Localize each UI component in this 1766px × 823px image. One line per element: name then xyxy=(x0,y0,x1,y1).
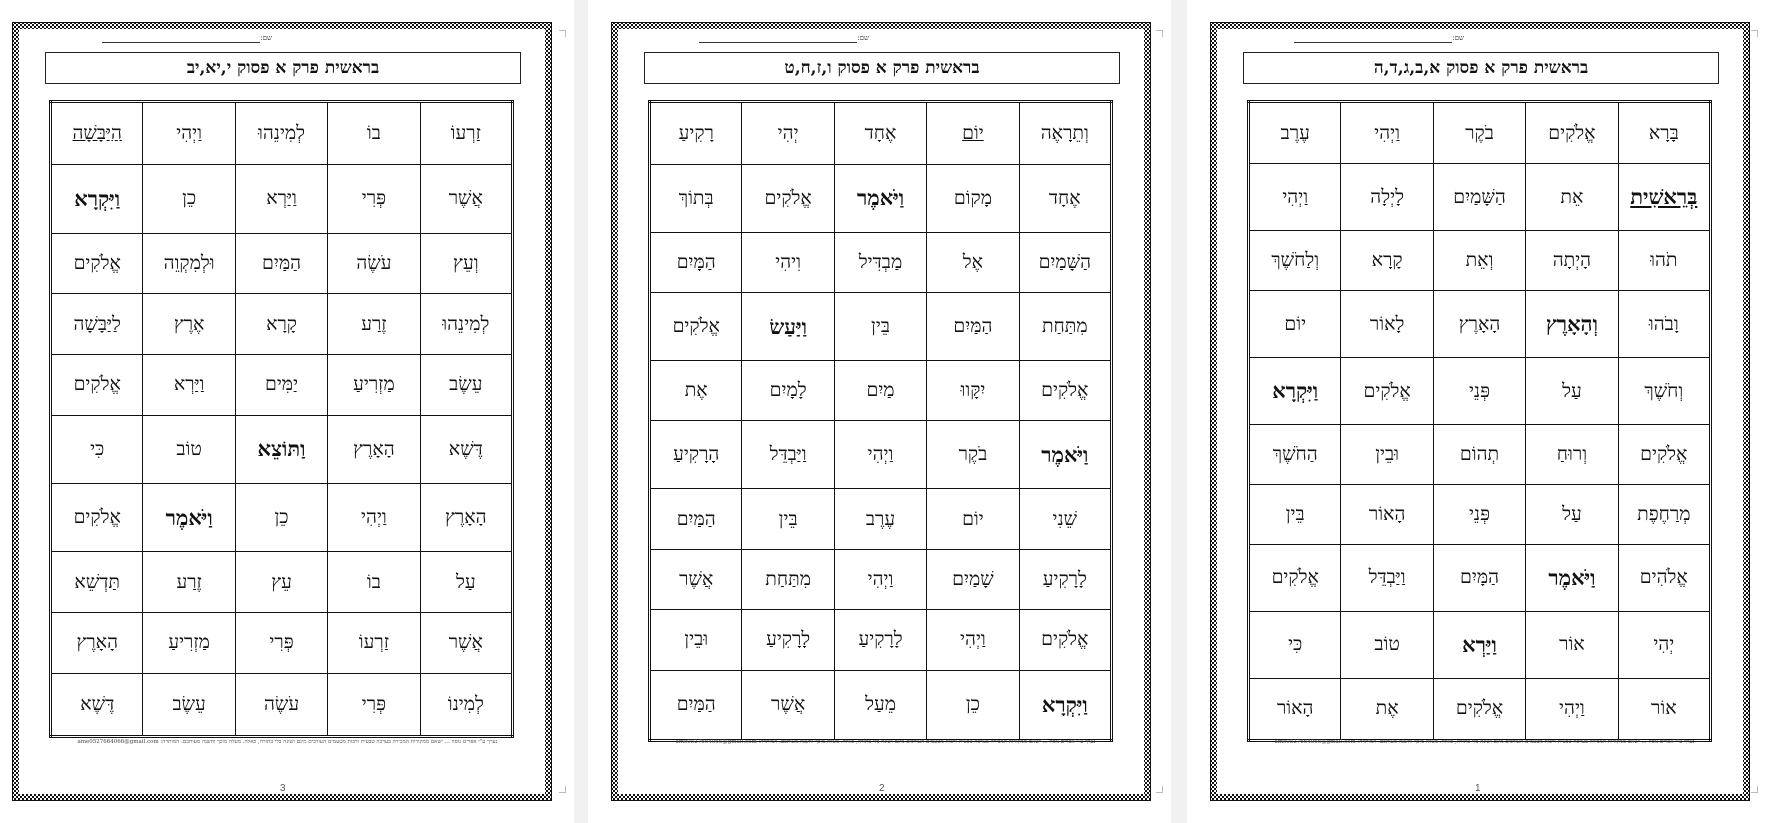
word-cell: אֱלֹקִים xyxy=(51,483,143,551)
word-cell: אֱלֹקִים xyxy=(1618,425,1710,485)
page-2 xyxy=(588,0,1171,823)
name-label: שם: xyxy=(1452,34,1464,42)
word-cell: מָקוֹם xyxy=(927,164,1019,232)
grid-row xyxy=(1249,425,1711,485)
word-cell: הָאוֹר xyxy=(1249,678,1341,740)
word-cell: וָבֹהוּ xyxy=(1618,290,1710,357)
word-cell: בֵּין xyxy=(1249,484,1341,544)
word-cell: הָאָרֶץ xyxy=(420,483,512,551)
word-cell: אֱלֹקִים xyxy=(1019,610,1111,670)
word-cell: בְּתוֹךְ xyxy=(650,164,742,232)
word-cell: דֶּשֶׁא xyxy=(51,673,143,736)
crop-mark xyxy=(1751,786,1758,793)
word-grid xyxy=(1247,100,1712,742)
word-cell: טוֹב xyxy=(143,415,235,483)
word-cell: אֶל xyxy=(927,232,1019,292)
word-cell: וְרוּחַ xyxy=(1526,425,1618,485)
word-cell: הַמָּיִם xyxy=(650,232,742,292)
grid-row xyxy=(650,361,1112,421)
word-grid xyxy=(49,100,514,738)
word-cell: מְרַחֶפֶת xyxy=(1618,484,1710,544)
word-cell: וַיְהִי xyxy=(1249,164,1341,231)
word-cell: וְלַחֹשֶׁךְ xyxy=(1249,231,1341,291)
worksheet-title: בראשית פרק א פסוק ו,ז,ח,ט xyxy=(644,52,1120,84)
word-cell: מַיִם xyxy=(834,361,926,421)
grid-row xyxy=(650,421,1112,489)
word-cell: בָּרָא xyxy=(1618,102,1710,164)
name-label: שם: xyxy=(857,34,869,42)
word-cell: אֱלֹקִים xyxy=(742,164,834,232)
footer-credit: נערך ע"י אפרים נוסה ... ישאם ממקורות המכירה בערכה טבעית ורבות מטעמים העורכים מינם ושונה בלי בתורה, כאלה. מעלה מוכך וחשנה מעותכם. המותרה: ame0527664066@gmail.com xyxy=(77,739,498,745)
word-cell: בֵּין xyxy=(742,489,834,549)
word-cell: הָרָקִיעַ xyxy=(650,421,742,489)
grid-row xyxy=(650,232,1112,292)
grid-row xyxy=(1249,164,1711,231)
word-cell: לְמִינֵהוּ xyxy=(420,294,512,355)
grid-row xyxy=(1249,358,1711,425)
word-cell: זַרְעוֹ xyxy=(420,102,512,165)
word-cell: וַיְהִי xyxy=(143,102,235,165)
word-cell: וּלְמִקְוֵה xyxy=(143,233,235,294)
word-cell: וּבֵין xyxy=(650,610,742,670)
worksheet-title: בראשית פרק א פסוק א,ב,ג,ד,ה xyxy=(1243,52,1719,84)
word-cell: הָיְתָה xyxy=(1526,231,1618,291)
name-underline xyxy=(102,42,260,43)
word-cell: אֵת xyxy=(1526,164,1618,231)
word-cell: בוֹ xyxy=(328,102,420,165)
word-cell: תְהוֹם xyxy=(1433,425,1525,485)
word-cell: הָאָרֶץ xyxy=(328,415,420,483)
word-cell: יַמִּים xyxy=(235,354,327,415)
word-cell: אֱלֹקִים xyxy=(1341,358,1433,425)
word-cell: עֵשֶׂב xyxy=(420,354,512,415)
word-cell: אֱלֹקִים xyxy=(1019,361,1111,421)
word-cell: וְעֵץ xyxy=(420,233,512,294)
footer-credit: נערך ע"י אפרים נוסה ... ישאם ממקורות המכירה בערכה טבעית ורבות מטעמים העורכים מינם ושונה בלי בתורה, כאלה. מעלה מוכך וחשנה מעותכם. המותרה: ame0527664066@gmail.com xyxy=(675,739,1096,745)
word-cell: פְּנֵי xyxy=(1433,358,1525,425)
word-cell: שֵׁנִי xyxy=(1019,489,1111,549)
word-cell: כֵן xyxy=(143,165,235,233)
word-cell: עַל xyxy=(1526,484,1618,544)
word-cell: לָיְלָה xyxy=(1341,164,1433,231)
grid-row xyxy=(51,294,513,355)
grid-row xyxy=(51,483,513,551)
word-grid xyxy=(648,100,1113,742)
word-cell: אֱלֹהִים xyxy=(1618,544,1710,611)
word-cell: יִקָּווּ xyxy=(927,361,1019,421)
word-cell: יְהִי xyxy=(742,102,834,165)
name-label: שם: xyxy=(260,34,272,42)
word-cell: אֲשֶׁר xyxy=(742,670,834,740)
word-cell: כֵן xyxy=(235,483,327,551)
word-cell: אֲשֶׁר xyxy=(420,165,512,233)
crop-mark xyxy=(1156,30,1163,37)
word-cell: וַיֹּאמֶר xyxy=(834,164,926,232)
name-field xyxy=(699,32,869,46)
word-cell: עֵץ xyxy=(235,552,327,613)
page-number: 1 xyxy=(1475,783,1481,794)
word-cell: מִתַּחַת xyxy=(742,549,834,609)
word-cell: עַל xyxy=(1526,358,1618,425)
crop-mark xyxy=(1156,786,1163,793)
word-cell: אֶחָד xyxy=(1019,164,1111,232)
word-cell: וְתֵרָאֶה xyxy=(1019,102,1111,165)
word-cell: מִתַּחַת xyxy=(1019,293,1111,361)
crop-mark xyxy=(1751,30,1758,37)
grid-row xyxy=(1249,544,1711,611)
grid-row xyxy=(650,164,1112,232)
word-cell: וַיֹּאמֶר xyxy=(1019,421,1111,489)
word-cell: עֹשֶׂה xyxy=(328,233,420,294)
word-cell: פְּרִי xyxy=(328,165,420,233)
word-cell: תֹהוּ xyxy=(1618,231,1710,291)
word-cell: הַחֹשֶׁךְ xyxy=(1249,425,1341,485)
word-cell: לָרָקִיעַ xyxy=(834,610,926,670)
word-cell: רָקִיעַ xyxy=(650,102,742,165)
grid-row xyxy=(1249,611,1711,678)
word-cell: אֱלֹקִים xyxy=(1249,544,1341,611)
grid-row xyxy=(1249,231,1711,291)
word-cell: וַיְהִי xyxy=(927,610,1019,670)
word-cell: הַיַּבָּשָׁה xyxy=(51,102,143,165)
grid-row xyxy=(51,612,513,673)
word-cell: בֹקֶר xyxy=(927,421,1019,489)
word-cell: אֱלֹקִים xyxy=(1526,102,1618,164)
word-cell: הַשָּׁמַיִם xyxy=(1019,232,1111,292)
word-cell: אֶרֶץ xyxy=(143,294,235,355)
word-cell: לְמִינֵהוּ xyxy=(235,102,327,165)
word-cell: יוֹם xyxy=(1249,290,1341,357)
word-cell: אוֹר xyxy=(1618,678,1710,740)
word-cell: וְחֹשֶׁךְ xyxy=(1618,358,1710,425)
word-cell: וַיְהִי xyxy=(328,483,420,551)
word-cell: וַיַּעַשׂ xyxy=(742,293,834,361)
footer-credit: נערך ע"י אפרים נוסה ... ישאם ממקורות המכירה בערכה טבעית ורבות מטעמים העורכים מינם ושונה בלי בתורה, כאלה. מעלה מוכך וחשנה מעותכם. המותרה: ame0527664066@gmail.com xyxy=(1274,739,1695,745)
word-cell: אֶת xyxy=(650,361,742,421)
word-cell: עֶרֶב xyxy=(1249,102,1341,164)
word-cell: עַל xyxy=(420,552,512,613)
grid-row xyxy=(1249,484,1711,544)
word-cell: אֱלֹקִים xyxy=(51,354,143,415)
word-cell: הַשָּׁמַיִם xyxy=(1433,164,1525,231)
word-cell: וַתּוֹצֵא xyxy=(235,415,327,483)
word-cell: לַיַּבָּשָׁה xyxy=(51,294,143,355)
page-1 xyxy=(1187,0,1766,823)
word-cell: וַיִּקְרָא xyxy=(51,165,143,233)
word-cell: וַיַּבְדֵּל xyxy=(742,421,834,489)
page-3 xyxy=(0,0,574,823)
grid-row xyxy=(51,354,513,415)
word-cell: הַמַּיִם xyxy=(235,233,327,294)
word-cell: וַיֹּאמֶר xyxy=(1526,544,1618,611)
word-cell: וַיֹּאמֶר xyxy=(143,483,235,551)
crop-mark xyxy=(559,786,566,793)
word-cell: וַיַּרְא xyxy=(143,354,235,415)
grid-row xyxy=(51,233,513,294)
name-field xyxy=(102,32,272,46)
word-cell: בֹקֶר xyxy=(1433,102,1525,164)
grid-row xyxy=(650,489,1112,549)
word-cell: עֶרֶב xyxy=(834,489,926,549)
word-cell: בוֹ xyxy=(328,552,420,613)
page-number: 3 xyxy=(280,783,286,794)
word-cell: וַיְהִי xyxy=(834,549,926,609)
word-cell: וּבֵין xyxy=(1341,425,1433,485)
word-cell: קָרָא xyxy=(235,294,327,355)
grid-row xyxy=(1249,102,1711,164)
word-cell: פְּרִי xyxy=(235,612,327,673)
word-cell: וַיְהִי xyxy=(1341,102,1433,164)
word-cell: וַיַּרְא xyxy=(1433,611,1525,678)
word-cell: זֶרַע xyxy=(143,552,235,613)
word-cell: שָׁמַיִם xyxy=(927,549,1019,609)
crop-mark xyxy=(559,30,566,37)
word-cell: כִּי xyxy=(1249,611,1341,678)
word-cell: וַיִּקְרָא xyxy=(1019,670,1111,740)
grid-row xyxy=(650,549,1112,609)
word-cell: וִיהִי xyxy=(742,232,834,292)
word-cell: לָרָקִיעַ xyxy=(1019,549,1111,609)
word-cell: הָאָרֶץ xyxy=(1433,290,1525,357)
word-cell: עֵשֶׂב xyxy=(143,673,235,736)
grid-row xyxy=(51,552,513,613)
name-underline xyxy=(1294,42,1452,43)
word-cell: אֱלֹקִים xyxy=(51,233,143,294)
word-cell: אֶת xyxy=(1341,678,1433,740)
page-number: 2 xyxy=(879,783,885,794)
word-cell: יְהִי xyxy=(1618,611,1710,678)
word-cell: פְּנֵי xyxy=(1433,484,1525,544)
word-cell: מֵעַל xyxy=(834,670,926,740)
word-cell: אֱלֹקִים xyxy=(1433,678,1525,740)
word-cell: טוֹב xyxy=(1341,611,1433,678)
word-cell: הָאָרֶץ xyxy=(51,612,143,673)
word-cell: יוֹם xyxy=(927,102,1019,165)
grid-row xyxy=(51,165,513,233)
word-cell: וַיַּרְא xyxy=(235,165,327,233)
word-cell: בְּרֵאשִׁית xyxy=(1618,164,1710,231)
word-cell: פְּרִי xyxy=(328,673,420,736)
word-cell: אֱלֹקִים xyxy=(650,293,742,361)
name-field xyxy=(1294,32,1464,46)
grid-row xyxy=(650,102,1112,165)
grid-row xyxy=(650,610,1112,670)
word-cell: קָרָא xyxy=(1341,231,1433,291)
word-cell: הַמַּיִם xyxy=(927,293,1019,361)
grid-row xyxy=(1249,678,1711,740)
word-cell: לָמָיִם xyxy=(742,361,834,421)
grid-row xyxy=(650,293,1112,361)
worksheet-title: בראשית פרק א פסוק י,יא,יב xyxy=(45,52,521,84)
word-cell: וַיְהִי xyxy=(834,421,926,489)
word-cell: אוֹר xyxy=(1526,611,1618,678)
word-cell: וַיְהִי xyxy=(1526,678,1618,740)
word-cell: לָאוֹר xyxy=(1341,290,1433,357)
word-cell: מַזְרִיעַ xyxy=(143,612,235,673)
word-cell: אֲשֶׁר xyxy=(420,612,512,673)
word-cell: לְמִינוֹ xyxy=(420,673,512,736)
grid-row xyxy=(51,102,513,165)
grid-row xyxy=(1249,290,1711,357)
word-cell: וְהָאָרֶץ xyxy=(1526,290,1618,357)
word-cell: מַזְרִיעַ xyxy=(328,354,420,415)
name-underline xyxy=(699,42,857,43)
word-cell: יוֹם xyxy=(927,489,1019,549)
grid-row xyxy=(51,415,513,483)
word-cell: זֶרַע xyxy=(328,294,420,355)
word-cell: הָאוֹר xyxy=(1341,484,1433,544)
word-cell: עֹשֶׂה xyxy=(235,673,327,736)
word-cell: בֵּין xyxy=(834,293,926,361)
word-cell: מַבְדִּיל xyxy=(834,232,926,292)
word-cell: לָרָקִיעַ xyxy=(742,610,834,670)
grid-row xyxy=(650,670,1112,740)
word-cell: תַּדְשֵׁא xyxy=(51,552,143,613)
word-cell: כֵן xyxy=(927,670,1019,740)
grid-row xyxy=(51,673,513,736)
word-cell: וְאֵת xyxy=(1433,231,1525,291)
word-cell: הַמָּיִם xyxy=(1433,544,1525,611)
word-cell: וַיַּבְדֵּל xyxy=(1341,544,1433,611)
word-cell: וַיִּקְרָא xyxy=(1249,358,1341,425)
word-cell: כִּי xyxy=(51,415,143,483)
word-cell: אֲשֶׁר xyxy=(650,549,742,609)
word-cell: הַמַּיִם xyxy=(650,670,742,740)
word-cell: דֶּשֶׁא xyxy=(420,415,512,483)
word-cell: זַרְעוֹ xyxy=(328,612,420,673)
word-cell: אֶחָד xyxy=(834,102,926,165)
word-cell: הַמַּיִם xyxy=(650,489,742,549)
